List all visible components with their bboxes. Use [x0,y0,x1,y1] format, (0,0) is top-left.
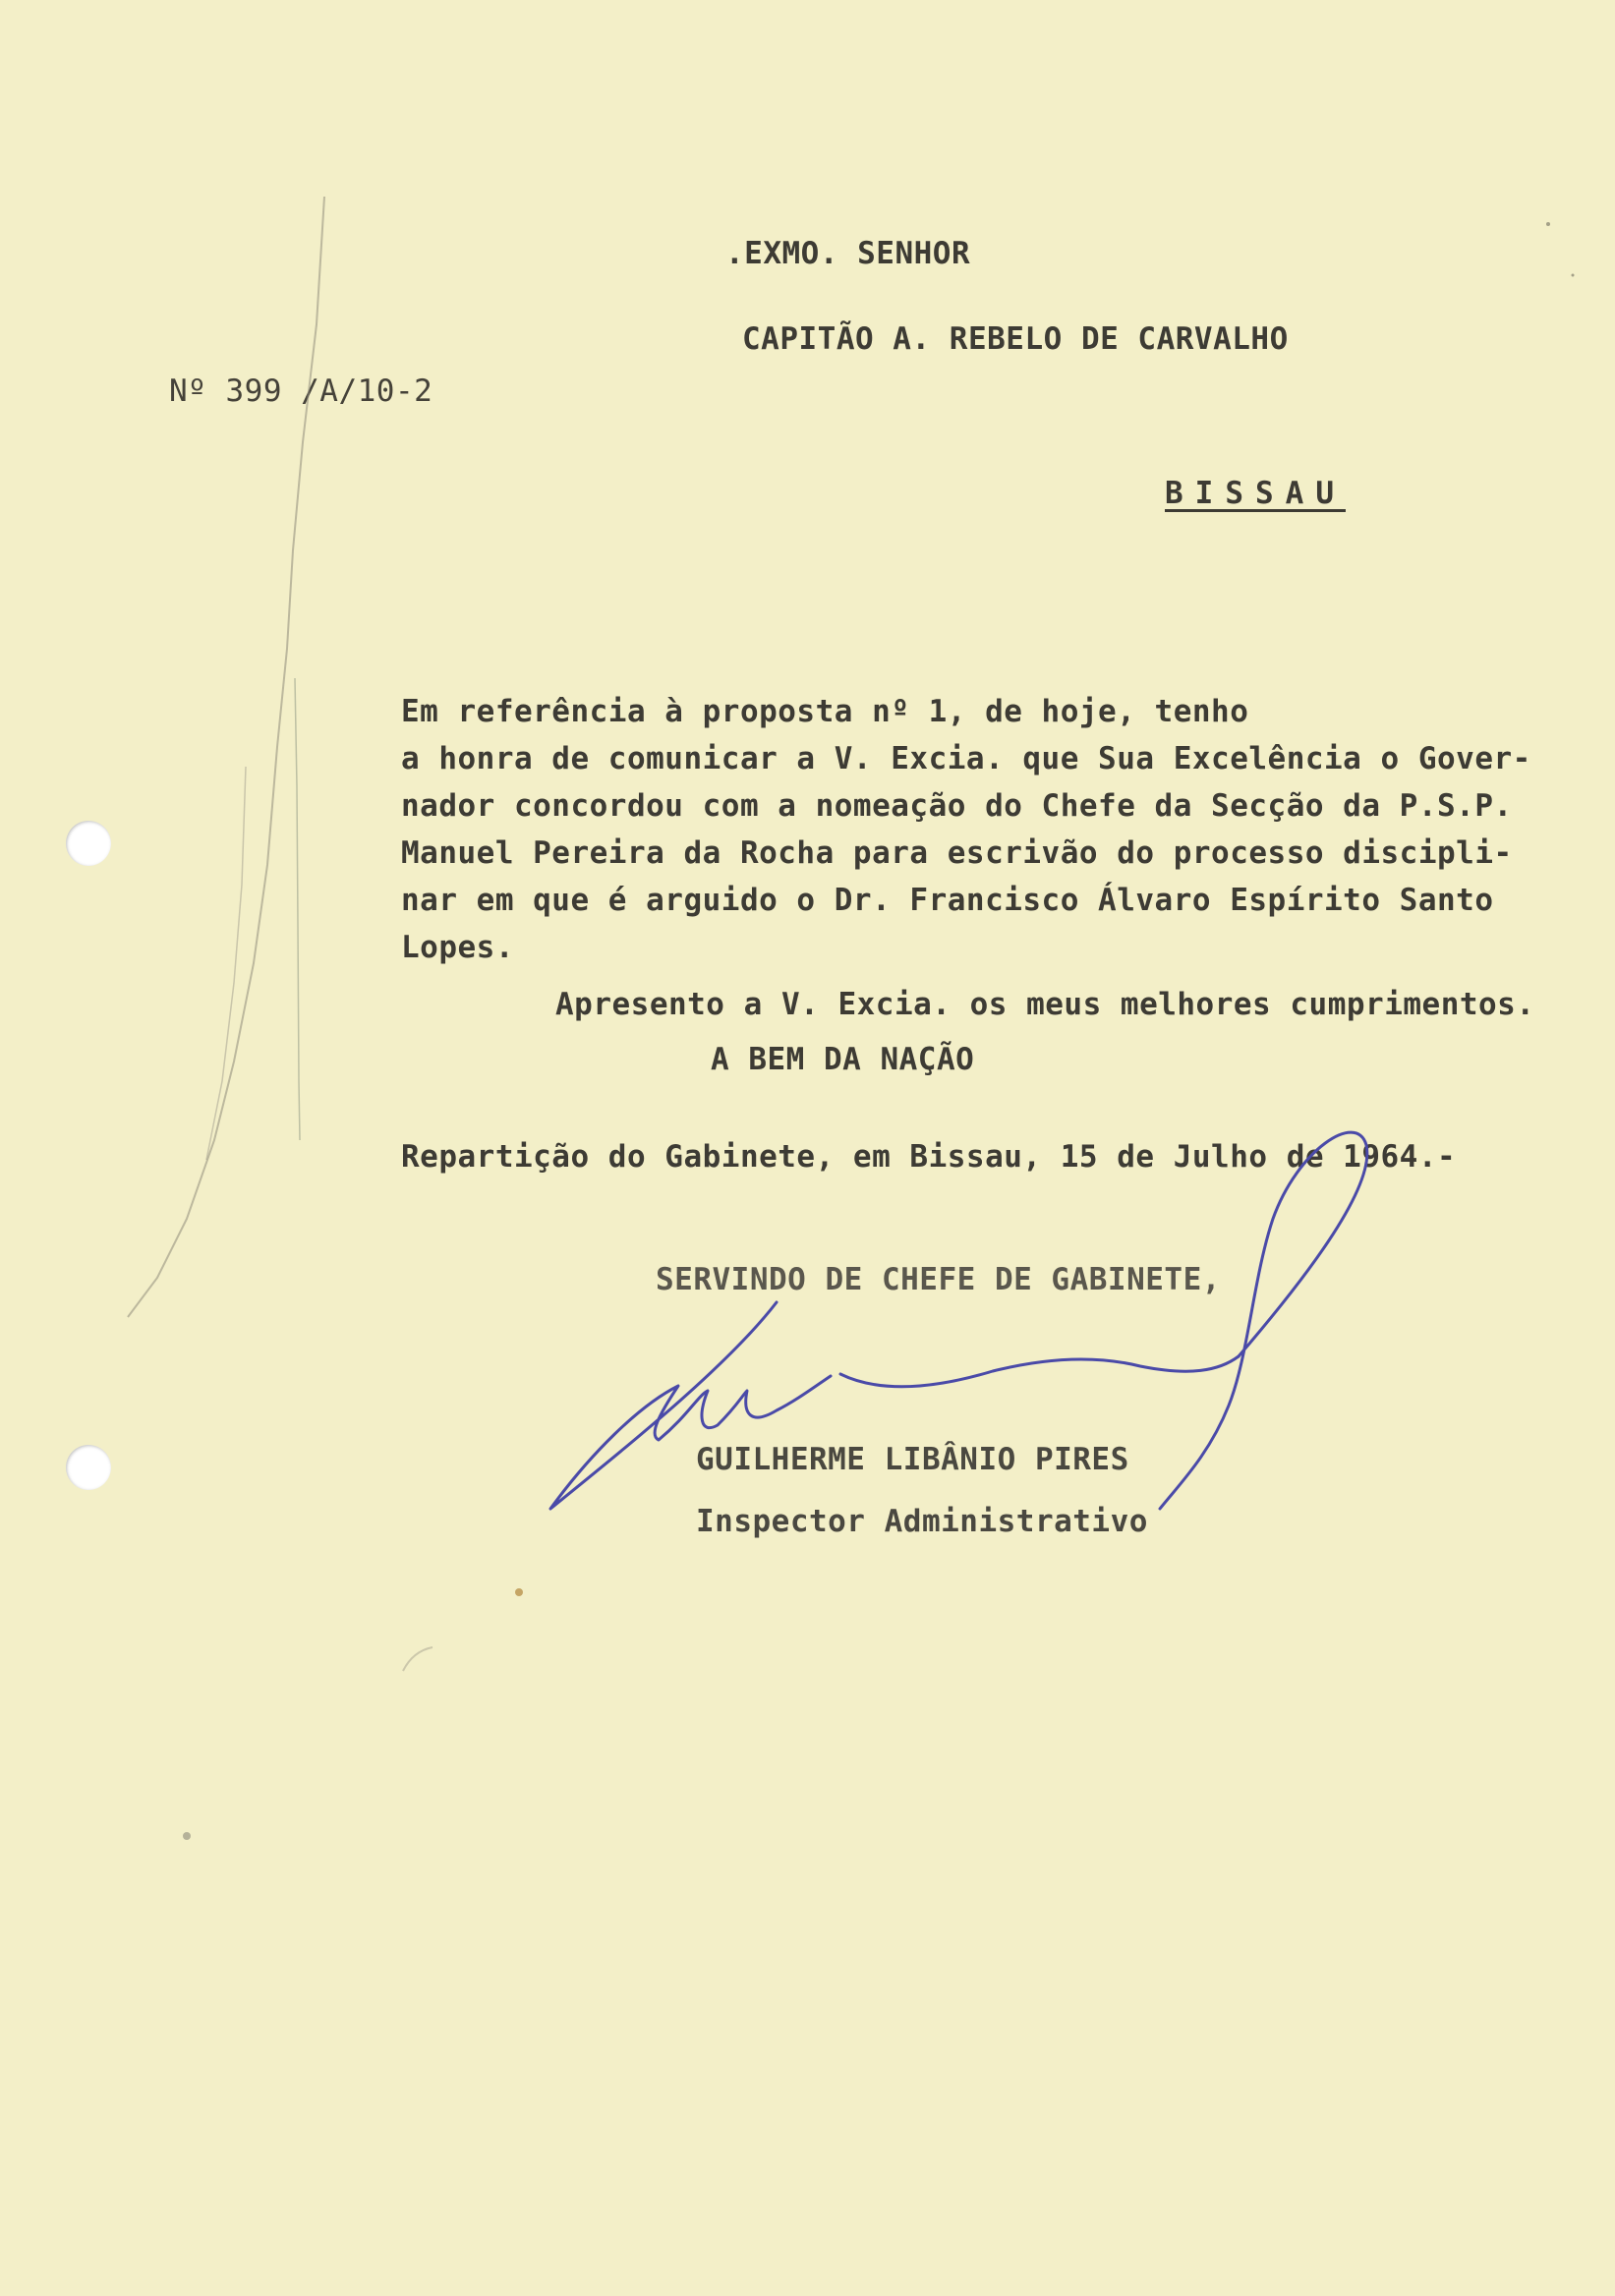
body-line: Manuel Pereira da Rocha para escrivão do processo discipli- [401,835,1513,871]
closing-line: Apresento a V. Excia. os meus melhores cumprimentos. [555,987,1535,1022]
body-line: a honra de comunicar a V. Excia. que Sua Excelência o Gover- [401,741,1531,776]
salutation: .EXMO. SENHOR [725,236,971,271]
recipient-name: CAPITÃO A. REBELO DE CARVALHO [742,321,1289,357]
signatory-name: GUILHERME LIBÂNIO PIRES [696,1442,1129,1477]
motto: A BEM DA NAÇÃO [711,1042,975,1077]
reference-number: Nº 399 /A/10-2 [169,373,433,409]
body-line: Em referência à proposta nº 1, de hoje, tenho [401,694,1249,729]
signatory-role: SERVINDO DE CHEFE DE GABINETE, [656,1262,1221,1297]
body-line: Lopes. [401,930,514,965]
body-line: nador concordou com a nomeação do Chefe da Secção da P.S.P. [401,788,1513,824]
signatory-title: Inspector Administrativo [696,1504,1148,1539]
letter-body [401,688,1561,971]
recipient-city: BISSAU [1165,476,1346,511]
place-date: Repartição do Gabinete, em Bissau, 15 de Julho de 1964.- [401,1139,1457,1175]
body-line: nar em que é arguido o Dr. Francisco Álvaro Espírito Santo [401,883,1494,918]
punch-hole [66,821,111,866]
punch-hole [66,1445,111,1490]
